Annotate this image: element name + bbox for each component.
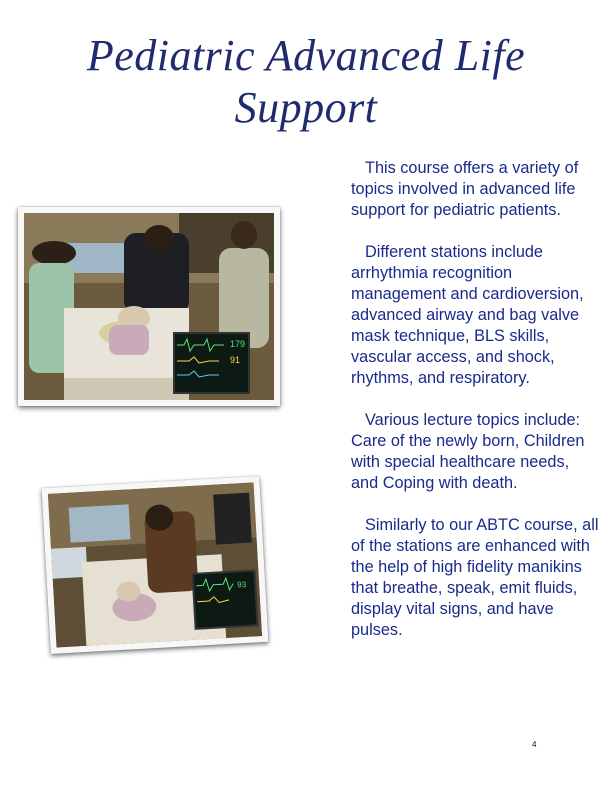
title-line-1: Pediatric Advanced Life (86, 31, 526, 80)
page-number: 4 (532, 740, 537, 749)
training-photo-2 (42, 476, 269, 654)
paragraph-manikins: Similarly to our ABTC course, all of the stations are enhanced with the help of high fidelity manikins that breathe, speak, emit fluids, display vital signs, and have pulses. (351, 516, 599, 639)
paragraph-lectures: Various lecture topics include: Care of the newly born, Children with special healthcare needs, and Coping with death. (351, 411, 585, 492)
monitor-hr-2: 93 (236, 579, 247, 590)
monitor-hr-1: 179 (230, 339, 246, 349)
monitor-spo2-1: 91 (230, 355, 241, 365)
page-title (40, 30, 572, 134)
title-line-2: Support (234, 83, 378, 132)
photo-2-scene (48, 482, 262, 647)
photo-1-scene (24, 213, 274, 400)
body-text (351, 158, 599, 662)
paragraph-stations: Different stations include arrhythmia recognition management and cardioversion, advanced airway and bag valve mask technique, BLS skills, vascular access, and shock, rhythms, and respiratory. (351, 243, 584, 387)
training-photo-1 (18, 207, 280, 406)
paragraph-intro: This course offers a variety of topics involved in advanced life support for pediatric patients. (351, 159, 579, 219)
